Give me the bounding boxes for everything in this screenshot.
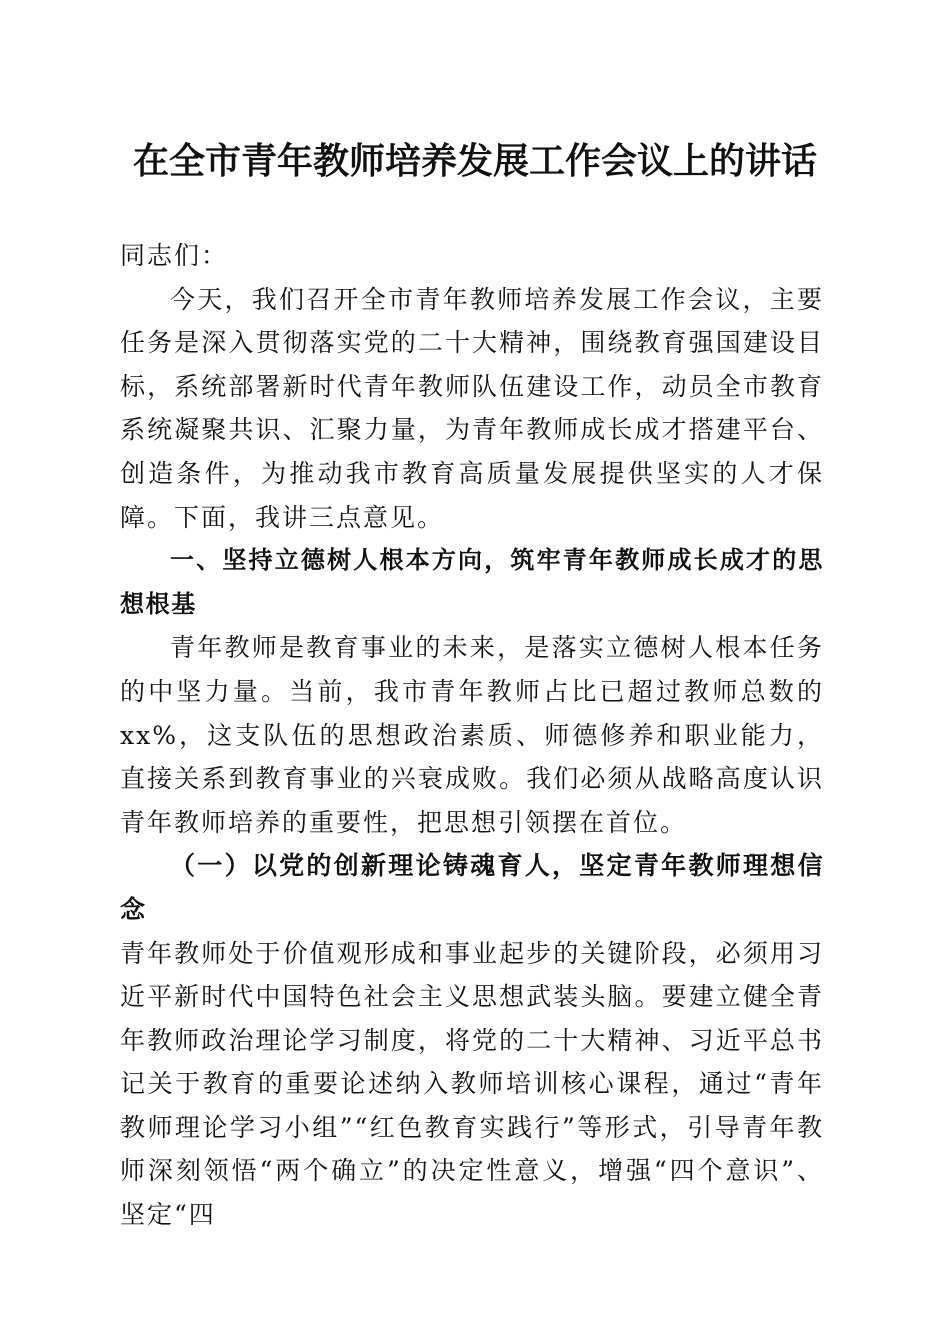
subsection-1-paragraph: 青年教师处于价值观形成和事业起步的关键阶段，必须用习近平新时代中国特色社会主义思想武装头脑。要建立健全青年教师政治理论学习制度，将党的二十大精神、习近平总书记关于教育的重要论述纳入教师培训核心课程，通过“青年教师理论学习小组”“红色教育实践行”等形式，引导青年教师深刻领悟“两个确立”的决定性意义，增强“四个意识”、坚定“四 [120,938,824,1230]
section-1-paragraph: 青年教师是教育事业的未来，是落实立德树人根本任务的中坚力量。当前，我市青年教师占比已超过教师总数的xx%，这支队伍的思想政治素质、师德修养和职业能力，直接关系到教育事业的兴衰成败。我们必须从战略高度认识青年教师培养的重要性，把思想引领摆在首位。 [120,633,824,837]
document-body [120,234,824,1237]
intro-paragraph: 今天，我们召开全市青年教师培养发展工作会议，主要任务是深入贯彻落实党的二十大精神，围绕教育强国建设目标，系统部署新时代青年教师队伍建设工作，动员全市教育系统凝聚共识、汇聚力量，为青年教师成长成才搭建平台、创造条件，为推动我市教育高质量发展提供坚实的人才保障。下面，我讲三点意见。 [120,284,824,532]
document-title: 在全市青年教师培养发展工作会议上的讲话 [132,140,817,182]
subsection-heading-1: （一）以党的创新理论铸魂育人，坚定青年教师理想信念 [120,851,824,924]
salutation: 同志们： [120,241,229,270]
section-heading-1: 一、坚持立德树人根本方向，筑牢青年教师成长成才的思想根基 [120,546,824,618]
